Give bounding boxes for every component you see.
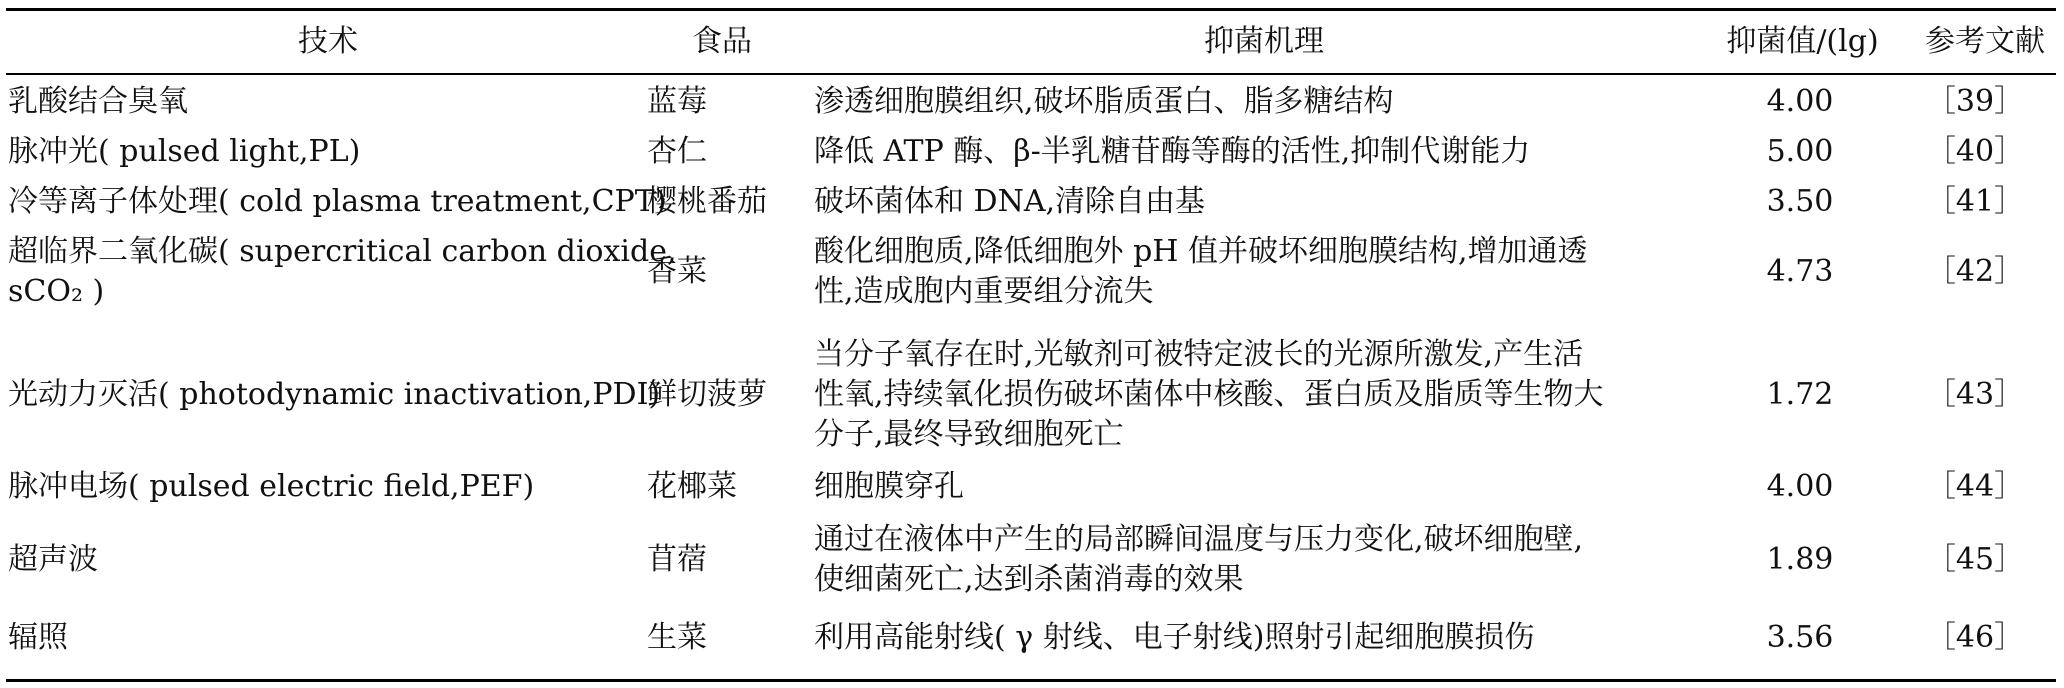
mechanism-cell bbox=[814, 232, 1714, 312]
technology-cell-line: 光动力灭活( photodynamic inactivation,PDI) bbox=[8, 377, 661, 412]
inhibition-value-cell: 4.73 bbox=[1766, 254, 1834, 289]
inhibition-value-cell: 3.56 bbox=[1766, 620, 1834, 655]
table-bottom-rule bbox=[6, 679, 2056, 682]
mechanism-cell bbox=[814, 467, 1714, 507]
mechanism-cell-line: 破坏菌体和 DNA,清除自由基 bbox=[814, 184, 1206, 219]
mechanism-cell-line: 利用高能射线( γ 射线、电子射线)照射引起细胞膜损伤 bbox=[814, 620, 1535, 655]
mechanism-cell-line: 通过在液体中产生的局部瞬间温度与压力变化,破坏细胞壁, bbox=[814, 522, 1584, 557]
technology-cell bbox=[8, 618, 68, 658]
technology-cell bbox=[8, 467, 534, 507]
reference-cell: ［42］ bbox=[1925, 254, 2025, 289]
reference-cell: ［43］ bbox=[1925, 377, 2025, 412]
technology-cell-line: 辐照 bbox=[8, 620, 68, 655]
mechanism-cell bbox=[814, 335, 1714, 455]
food-cell: 樱桃番茄 bbox=[647, 184, 767, 219]
inhibition-value-cell: 3.50 bbox=[1766, 184, 1834, 219]
mechanism-cell-line: 性,造成胞内重要组分流失 bbox=[814, 274, 1154, 309]
inhibition-value-cell: 4.00 bbox=[1766, 469, 1834, 504]
technology-cell-line: 脉冲光( pulsed light,PL) bbox=[8, 134, 361, 169]
reference-cell: ［41］ bbox=[1925, 184, 2025, 219]
mechanism-cell-line: 酸化细胞质,降低细胞外 pH 值并破坏细胞膜结构,增加通透 bbox=[814, 234, 1588, 269]
technology-cell-line: 超声波 bbox=[8, 542, 98, 577]
food-cell: 苜蓿 bbox=[647, 542, 707, 577]
food-cell: 蓝莓 bbox=[647, 84, 707, 119]
mechanism-cell-line: 降低 ATP 酶、β-半乳糖苷酶等酶的活性,抑制代谢能力 bbox=[814, 134, 1531, 169]
technology-cell-line: 超临界二氧化碳( supercritical carbon dioxide, bbox=[8, 234, 677, 269]
technology-cell-line: 脉冲电场( pulsed electric field,PEF) bbox=[8, 469, 535, 504]
technology-cell-line: sCO₂ ) bbox=[8, 274, 105, 309]
mechanism-cell bbox=[814, 182, 1714, 222]
mechanism-cell bbox=[814, 82, 1714, 122]
inhibition-value-cell: 5.00 bbox=[1766, 134, 1834, 169]
reference-cell: ［40］ bbox=[1925, 134, 2025, 169]
inhibition-value-cell: 1.89 bbox=[1766, 542, 1834, 577]
technology-cell bbox=[8, 82, 188, 122]
inhibition-value-cell: 4.00 bbox=[1766, 84, 1834, 119]
reference-cell: ［39］ bbox=[1925, 84, 2025, 119]
reference-cell: ［44］ bbox=[1925, 469, 2025, 504]
reference-cell: ［46］ bbox=[1925, 620, 2025, 655]
header-food: 食品 bbox=[692, 24, 752, 59]
technology-cell-line: 冷等离子体处理( cold plasma treatment,CPT) bbox=[8, 184, 667, 219]
mechanism-cell-line: 使细菌死亡,达到杀菌消毒的效果 bbox=[814, 562, 1244, 597]
technology-cell bbox=[8, 182, 666, 222]
header-mechanism: 抑菌机理 bbox=[1204, 24, 1324, 59]
table-top-rule bbox=[6, 8, 2056, 11]
inhibition-value-cell: 1.72 bbox=[1766, 377, 1834, 412]
mechanism-cell-line: 渗透细胞膜组织,破坏脂质蛋白、脂多糖结构 bbox=[814, 84, 1394, 119]
mechanism-cell bbox=[814, 132, 1714, 172]
technology-cell-line: 乳酸结合臭氧 bbox=[8, 84, 188, 119]
mechanism-cell-line: 性氧,持续氧化损伤破坏菌体中核酸、蛋白质及脂质等生物大 bbox=[814, 377, 1604, 412]
food-cell: 杏仁 bbox=[647, 134, 707, 169]
technology-cell bbox=[8, 132, 360, 172]
header-inhibition-value: 抑菌值/(lg) bbox=[1726, 24, 1879, 59]
technology-cell bbox=[8, 375, 660, 415]
header-reference: 参考文献 bbox=[1925, 24, 2045, 59]
food-cell: 香菜 bbox=[647, 254, 707, 289]
food-cell: 花椰菜 bbox=[647, 469, 737, 504]
technology-cell bbox=[8, 232, 676, 312]
header-technology: 技术 bbox=[298, 24, 358, 59]
technology-cell bbox=[8, 540, 98, 580]
food-cell: 生菜 bbox=[647, 620, 707, 655]
food-cell: 鲜切菠萝 bbox=[647, 377, 767, 412]
mechanism-cell-line: 分子,最终导致细胞死亡 bbox=[814, 417, 1124, 452]
mechanism-cell bbox=[814, 520, 1714, 600]
reference-cell: ［45］ bbox=[1925, 542, 2025, 577]
mechanism-cell-line: 当分子氧存在时,光敏剂可被特定波长的光源所激发,产生活 bbox=[814, 337, 1584, 372]
table-header-rule bbox=[6, 73, 2056, 75]
mechanism-cell bbox=[814, 618, 1714, 658]
mechanism-cell-line: 细胞膜穿孔 bbox=[814, 469, 964, 504]
